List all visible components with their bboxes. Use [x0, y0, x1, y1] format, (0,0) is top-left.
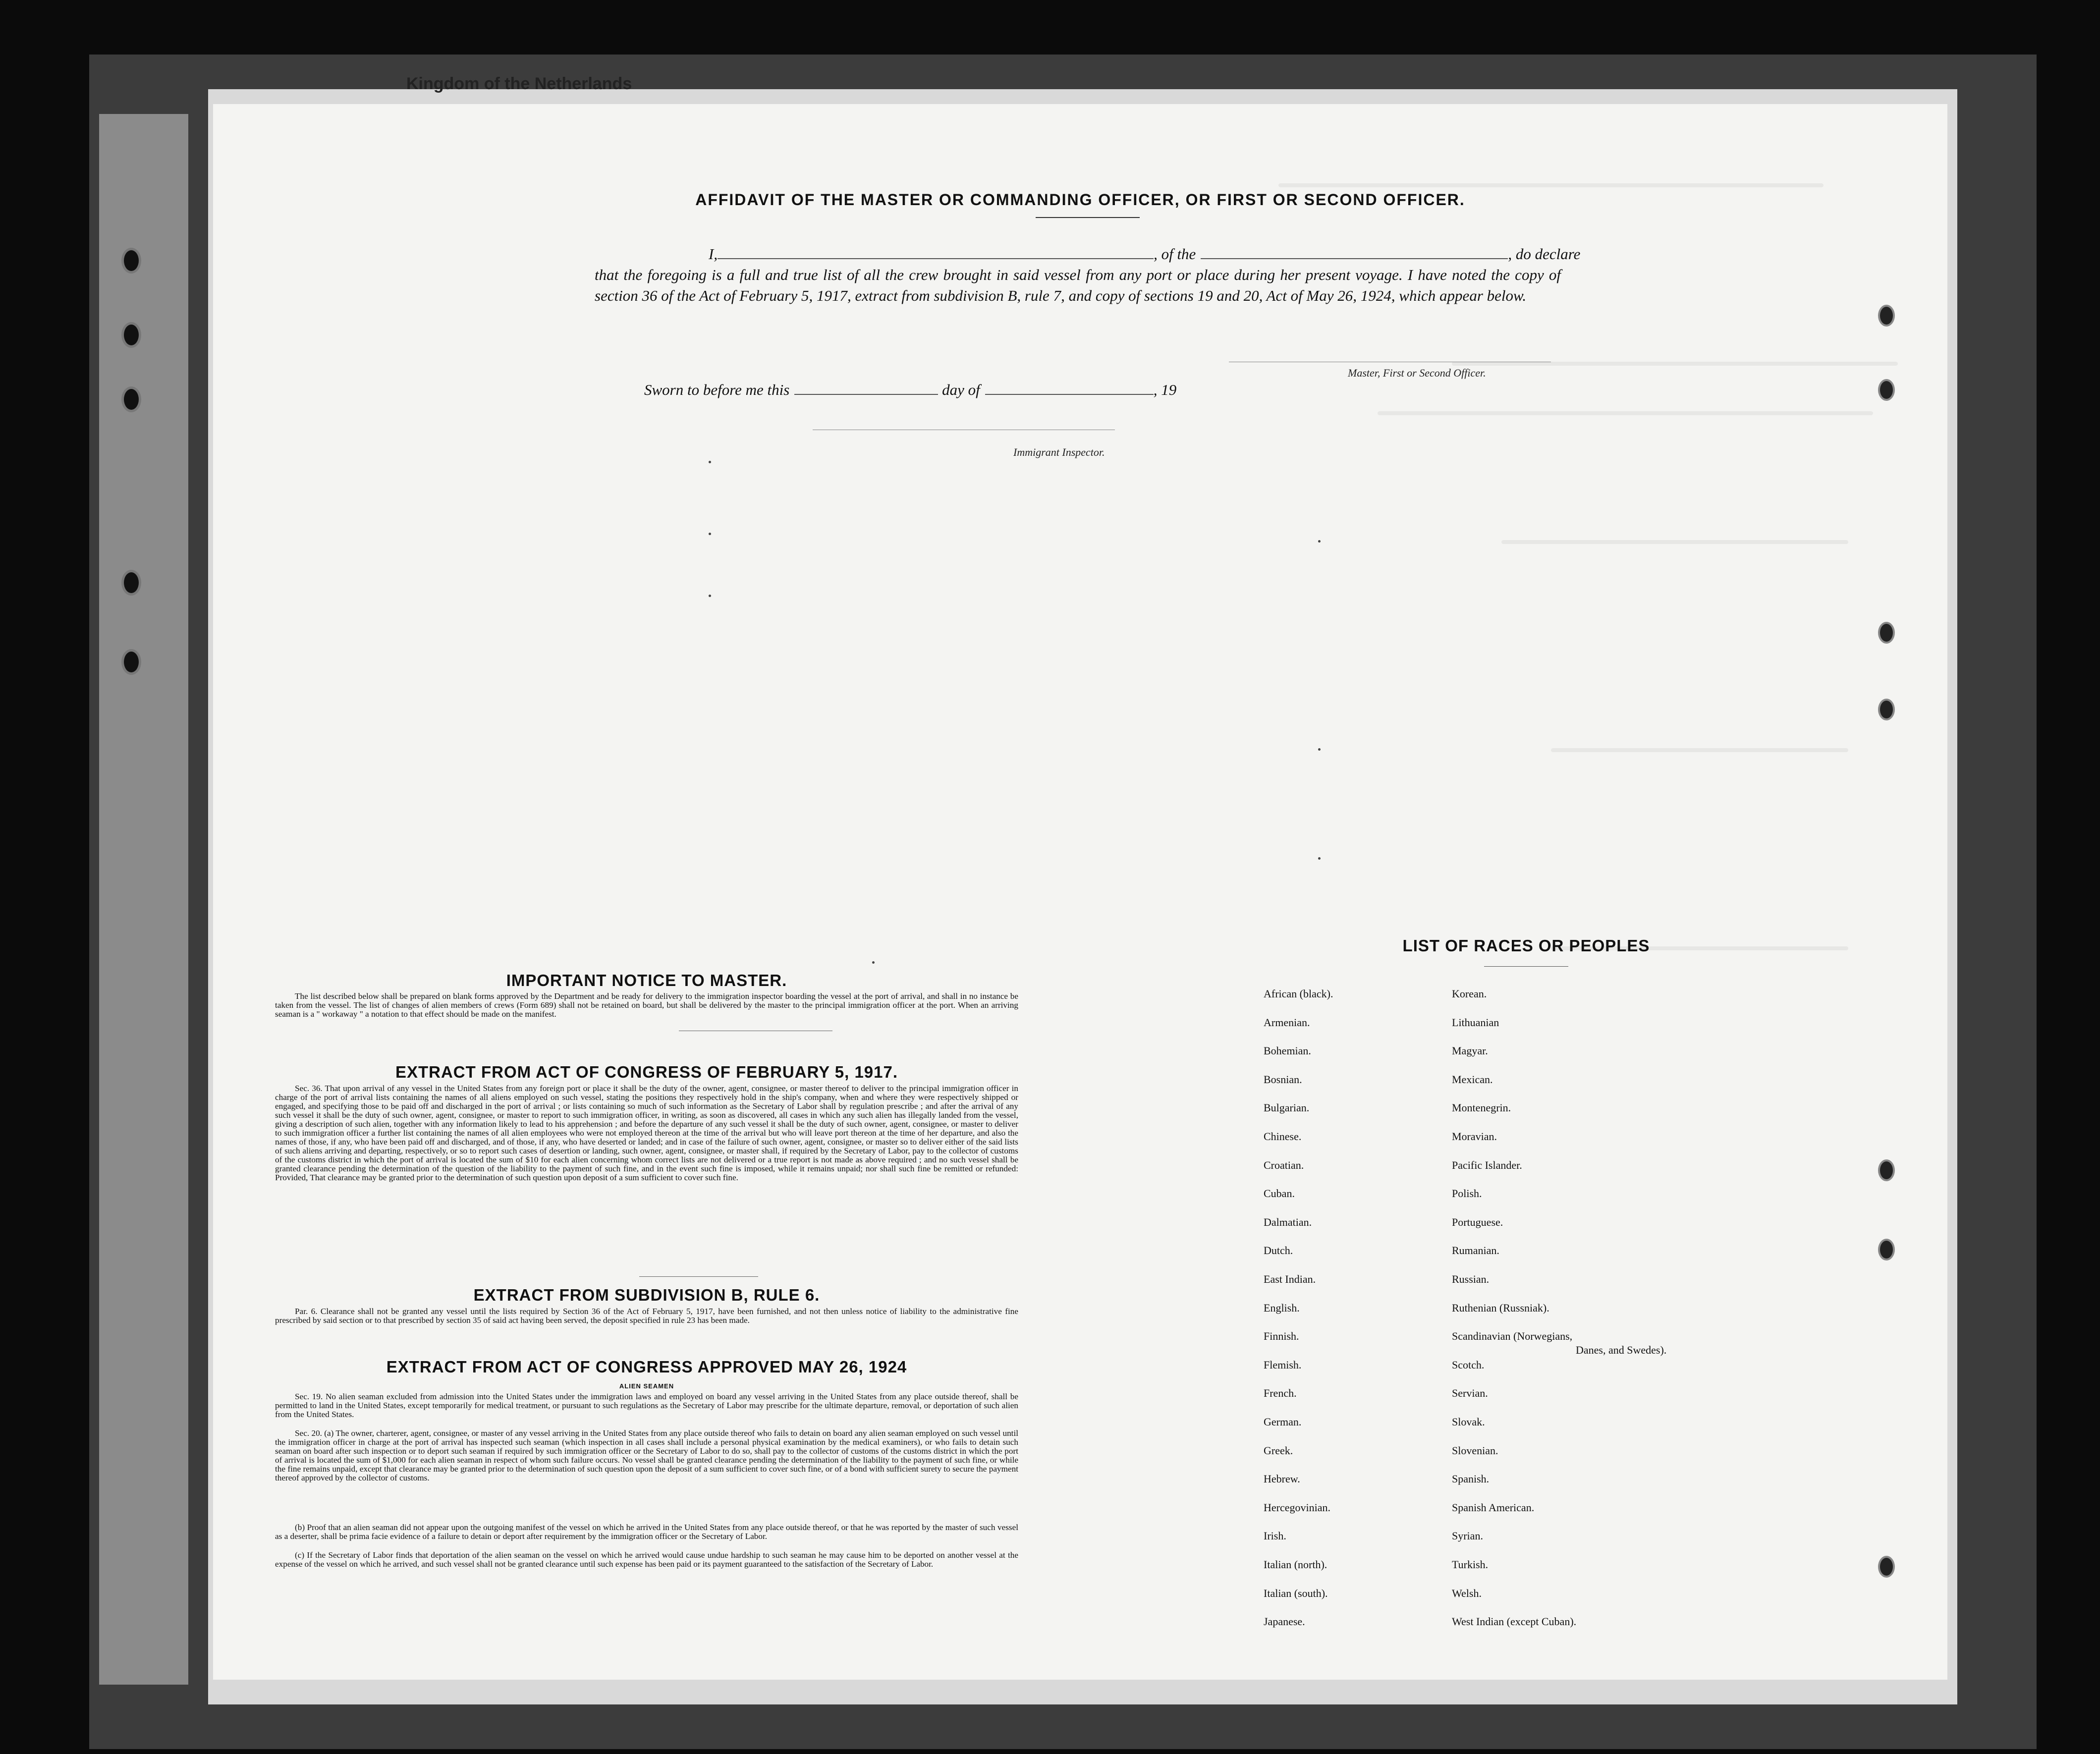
race-item: Ruthenian (Russniak).: [1452, 1302, 1549, 1314]
binding-hole: [1878, 1556, 1895, 1578]
race-item: East Indian.: [1264, 1273, 1316, 1285]
race-item: Croatian.: [1264, 1159, 1304, 1171]
race-item: Armenian.: [1264, 1016, 1310, 1029]
race-item: Slovenian.: [1452, 1444, 1498, 1457]
race-item: Moravian.: [1452, 1130, 1497, 1143]
race-item: Rumanian.: [1452, 1244, 1499, 1257]
sworn-year: , 19: [1153, 381, 1177, 398]
race-item: Spanish American.: [1452, 1501, 1535, 1514]
section-20c-text: (c) If the Secretary of Labor finds that deportation of the alien seaman on the vessel on which he arrived would cause undue hardship to such seaman he may cause him to be deported on another vessel at the expense of the vessel on which he arrived, and such vessel shall not be granted clearance until such expense has been paid or its payment guaranteed to the satisfaction of the Secretary of Labor.: [275, 1550, 1018, 1569]
sworn-month-blank: [985, 382, 1154, 395]
affidavit-title: AFFIDAVIT OF THE MASTER OR COMMANDING OFFICER, OR FIRST OR SECOND OFFICER.: [695, 191, 1465, 209]
race-item: West Indian (except Cuban).: [1452, 1615, 1577, 1628]
race-item: Korean.: [1452, 987, 1487, 1000]
sworn-line: [644, 380, 1176, 400]
race-item: Greek.: [1264, 1444, 1293, 1457]
section-19-text: Sec. 19. No alien seaman excluded from admission into the United States under the immigration laws and employed on board any vessel arriving in the United States from any place outside thereof, shall be permitted to land in the United States, except temporarily for medical treatment, or pursuant to such regulations as the Secretary of Labor may prescribe for the ultimate departure, removal, or deportation of such alien from the United States.: [275, 1392, 1018, 1419]
race-item: Cuban.: [1264, 1187, 1295, 1200]
race-item: Finnish.: [1264, 1330, 1299, 1342]
sworn-day-blank: [794, 382, 938, 395]
race-item: Turkish.: [1452, 1558, 1489, 1571]
affidavit-body: that the foregoing is a full and true list of all the crew brought in said vessel from any port or place during her present voyage. I have noted the copy of section 36 of the Act of February 5, 1917, extract from subdivision B, rule 7, and copy of sections 19 and 20, Act of May 26, 1924, which appear below.: [595, 266, 1561, 304]
binding-hole: [121, 248, 141, 274]
notice-title: IMPORTANT NOTICE TO MASTER.: [506, 971, 787, 989]
extract-1917-text: Sec. 36. That upon arrival of any vessel in the United States from any foreign port or place it shall be the duty of the owner, agent, consignee, or master thereof to deliver to the principal immigration officer in charge of the port of arrival lists containing the names of all aliens employed on such vessel, stating the positions they respectively hold in the ship's company, when and where they were respectively shipped or engaged, and specifying those to be paid off and discharged in the port of arrival ; or lists containing so much of such information as the Secretary of Labor shall by regulation prescribe ; and after the arrival of any such vessel it shall be the duty of such owner, agent, consignee, or master to report to such immigration officer, in writing, as soon as discovered, all cases in which any such alien has illegally landed from the vessel, giving a description of such alien, together with any information likely to lead to his apprehension ; and before the departure of any such vessel it shall be the duty of such owner, agent, consignee, or master to deliver to such immigration officer a further list containing the names of all alien employees who were not employed thereon at the time of the arrival but who will leave port thereon at the time of her departure, and also the names of those, if any, who have been paid off and discharged, and of those, if any, who have deserted or landed; and in case of the failure of such owner, agent, consignee, or master so to deliver either of the said lists of such aliens arriving and departing, respectively, or so to report such cases of desertion or landing, such owner, agent, consignee, or master shall, if required by the Secretary of Labor, pay to the collector of customs of the customs district in which the port of arrival is located the sum of $10 for each alien concerning whom correct lists are not delivered or a true report is not made as above required ; and no such vessel shall be granted clearance pending the determination of the question of the liability to the payment of such fine, and in the event such fine is imposed, while it remains unpaid; nor shall such fine be remitted or refunded: Provided, That clearance may be granted prior to the determination of such question upon deposit of a sum sufficient to cover such fine.: [275, 1084, 1018, 1182]
binding-hole: [121, 386, 141, 412]
affidavit-of-the: , of the: [1154, 245, 1196, 263]
affidavit-i: I,: [709, 245, 718, 263]
race-item: Scandinavian (Norwegians,: [1452, 1330, 1573, 1342]
race-item: Italian (north).: [1264, 1558, 1327, 1571]
race-item: Bulgarian.: [1264, 1101, 1310, 1114]
race-item: Japanese.: [1264, 1615, 1305, 1628]
affidavit-do-declare: , do declare: [1508, 245, 1581, 263]
race-item: Bohemian.: [1264, 1044, 1311, 1057]
races-title: LIST OF RACES OR PEOPLES: [1402, 936, 1650, 955]
divider: [1484, 966, 1568, 967]
race-item: Hebrew.: [1264, 1473, 1300, 1485]
sworn-day-of: day of: [942, 381, 980, 398]
race-item: African (black).: [1264, 987, 1333, 1000]
inspector-label: Immigrant Inspector.: [1013, 446, 1105, 458]
race-item: Dutch.: [1264, 1244, 1293, 1257]
divider: [1036, 217, 1140, 218]
race-item: Spanish.: [1452, 1473, 1490, 1485]
binding-hole: [1878, 622, 1895, 644]
race-item: Welsh.: [1452, 1587, 1482, 1599]
race-item: German.: [1264, 1416, 1302, 1428]
race-item: Hercegovinian.: [1264, 1501, 1330, 1514]
race-item: Chinese.: [1264, 1130, 1302, 1143]
signature-label: Master, First or Second Officer.: [1348, 367, 1486, 379]
section-20a-text: Sec. 20. (a) The owner, charterer, agent, consignee, or master of any vessel arriving in the United States from any place outside thereof who fails to detain on board any alien seaman employed on such vessel until the immigration officer in charge at the port of arrival has inspected such seaman (which inspection in all cases shall include a personal physical examination by the medical examiners), or who fails to detain such seaman on board after such inspection or to deport such seaman if required by such immigration officer or the Secretary of Labor to do so, shall pay to the collector of customs of the customs district in which the port of arrival is located the sum of $1,000 for each alien seaman in respect of whom such failure occurs. No vessel shall be granted clearance pending the determination of the liability to the payment of such fine, or while the fine remains unpaid, except that clearance may be granted prior to the determination of such question upon the deposit of a sum sufficient to cover such fine, or of a bond with sufficient surety to secure the payment thereof approved by the collector of customs.: [275, 1428, 1018, 1482]
binding-hole: [121, 570, 141, 596]
binding-hole: [1878, 1239, 1895, 1261]
sworn-prefix: Sworn to before me this: [644, 381, 790, 398]
race-item: Magyar.: [1452, 1044, 1488, 1057]
vessel-name-blank: [1201, 246, 1508, 259]
race-item: Portuguese.: [1452, 1216, 1503, 1228]
binding-strip: [99, 114, 188, 1685]
extract-1924-title: EXTRACT FROM ACT OF CONGRESS APPROVED MAY 26, 1924: [386, 1358, 907, 1376]
affidavit-declaration-line: [644, 244, 1610, 265]
race-item: Italian (south).: [1264, 1587, 1328, 1599]
race-item: Flemish.: [1264, 1359, 1302, 1371]
race-item: Mexican.: [1452, 1073, 1493, 1086]
extract-rule6-text: Par. 6. Clearance shall not be granted any vessel until the lists required by Section 36 of the Act of February 5, 1917, have been furnished, and not then unless notice of liability to the administrative fine prescribed by said section or to that prescribed by section 35 of said act having been served, the deposit specified in rule 23 has been made.: [275, 1307, 1018, 1325]
binding-hole: [1878, 379, 1895, 401]
binding-hole: [1878, 1159, 1895, 1181]
race-item: Dalmatian.: [1264, 1216, 1312, 1228]
race-item: Bosnian.: [1264, 1073, 1302, 1086]
race-item: Irish.: [1264, 1530, 1286, 1542]
race-item: Lithuanian: [1452, 1016, 1499, 1029]
race-item: Syrian.: [1452, 1530, 1483, 1542]
section-20b-text: (b) Proof that an alien seaman did not appear upon the outgoing manifest of the vessel on which he arrived in the United States from any place outside thereof, or that he was reported by the master of such vessel as a deserter, shall be prima facie evidence of a failure to detain or deport after requirement by the immigration officer or the Secretary of Labor.: [275, 1523, 1018, 1541]
race-item: Pacific Islander.: [1452, 1159, 1522, 1171]
background-sheet-header: Kingdom of the Netherlands: [406, 74, 632, 93]
master-name-blank: [718, 246, 1154, 259]
race-item: Polish.: [1452, 1187, 1482, 1200]
binding-hole: [121, 322, 141, 348]
race-item: Russian.: [1452, 1273, 1490, 1285]
binding-hole: [1878, 699, 1895, 720]
binding-hole: [121, 649, 141, 675]
binding-hole: [1878, 305, 1895, 327]
race-item: English.: [1264, 1302, 1300, 1314]
notice-text: The list described below shall be prepared on blank forms approved by the Department and be ready for delivery to the immigration inspector boarding the vessel at the port of arrival, and shall in no instance be taken from the vessel. The list of changes of alien members of crews (Form 689) shall not be retained on board, but shall be delivered by the master to the principal immigration officer at the port. When an arriving seaman is a " workaway " a notation to that effect should be made on the manifest.: [275, 991, 1018, 1019]
race-item: French.: [1264, 1387, 1297, 1399]
extract-1924-subtitle: ALIEN SEAMEN: [619, 1382, 674, 1390]
race-item: Servian.: [1452, 1387, 1488, 1399]
manifest-page: [213, 104, 1947, 1680]
extract-1917-title: EXTRACT FROM ACT OF CONGRESS OF FEBRUARY 5, 1917.: [395, 1063, 898, 1081]
divider: [639, 1276, 758, 1277]
extract-rule6-title: EXTRACT FROM SUBDIVISION B, RULE 6.: [473, 1286, 820, 1304]
race-item: Montenegrin.: [1452, 1101, 1511, 1114]
race-item: Scotch.: [1452, 1359, 1485, 1371]
race-item: Slovak.: [1452, 1416, 1485, 1428]
race-item-continued: Danes, and Swedes).: [1576, 1344, 1667, 1356]
